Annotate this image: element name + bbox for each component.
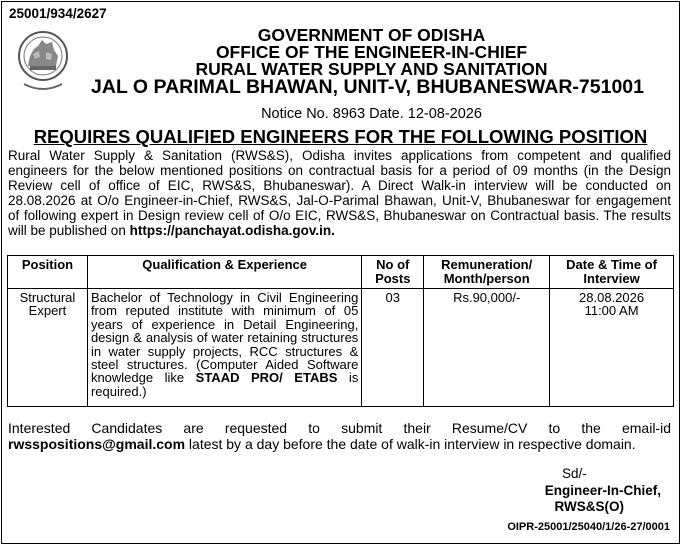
qualification-text: Bachelor of Technology in Civil Engineering from reputed institute with minimum of 05 years of experience in Detail Engineering, design & analysis of water retaining structures in water supply projects, RCC structures & steel structures. (Computer Aided Software knowledge like	[90, 290, 359, 386]
cell-qualification	[87, 289, 361, 407]
closing-paragraph	[8, 420, 671, 452]
advertisement-notice	[1, 1, 680, 544]
intro-text: Rural Water Supply & Sanitation (RWS&S), Odisha invites applications from competent and qualified engineers for the below mentioned positions on contractual basis for a period of 09 months (in the Design Review cell of office of EIC, RWS&S, Bhubaneswar). A Direct Walk-in interview will be conducted on 28.08.2026 at O/o Engineer-in-Chief, RWS&S, Jal-O-Parimal Bhawan, Unit-V, Bhubaneswar for engagement of following expert in Design review cell of O/o EIC, RWS&S, Bhubaneswar on Contractual basis. The results will be published on	[8, 148, 671, 238]
positions-table	[7, 255, 674, 407]
table-row	[8, 289, 674, 407]
col-header-remuneration: Remuneration/ Month/person	[424, 256, 550, 289]
col-header-posts: No of Posts	[362, 256, 424, 289]
requirement-heading: REQUIRES QUALIFIED ENGINEERS FOR THE FOLLOWING POSITION	[33, 126, 648, 147]
col-header-position: Position	[8, 256, 88, 289]
col-header-qualification: Qualification & Experience	[87, 256, 361, 289]
software-requirement: STAAD PRO/ ETABS	[195, 370, 338, 386]
interview-date: 28.08.2026	[579, 290, 645, 305]
header-address: JAL O PARIMAL BHAWAN, UNIT-V, BHUBANESWAR-751001	[91, 76, 644, 98]
intro-paragraph	[8, 148, 671, 238]
cell-position: Structural Expert	[8, 289, 88, 407]
cell-interview	[550, 289, 674, 407]
closing-text-start: Interested Candidates are requested to submit their Resume/CV to the email-id	[8, 420, 671, 436]
signatory-org: RWS&S(O)	[554, 499, 624, 514]
signature-sd: Sd/-	[562, 466, 587, 481]
header-department: RURAL WATER SUPPLY AND SANITATION	[195, 59, 548, 79]
header-office: OFFICE OF THE ENGINEER-IN-CHIEF	[215, 42, 528, 62]
contact-email[interactable]: rwsspositions@gmail.com	[8, 436, 186, 452]
results-link[interactable]: https://panchayat.odisha.gov.in.	[129, 223, 335, 238]
cell-remuneration: Rs.90,000/-	[424, 289, 550, 407]
odisha-state-emblem-seal-icon	[16, 26, 70, 98]
qualification-end: is required.)	[90, 370, 359, 399]
signatory-title: Engineer-In-Chief,	[544, 483, 661, 498]
table-header-row	[8, 256, 674, 289]
col-header-interview: Date & Time of Interview	[550, 256, 674, 289]
closing-text-end: latest by a day before the date of walk-in interview in respective domain.	[185, 436, 636, 452]
oipr-number: OIPR-25001/25040/1/26-27/0001	[507, 521, 670, 533]
notice-number-date: Notice No. 8963 Date. 12-08-2026	[261, 106, 482, 122]
reference-number: 25001/934/2627	[9, 6, 107, 21]
interview-time: 11:00 AM	[584, 303, 639, 319]
header-government: GOVERNMENT OF ODISHA	[257, 25, 486, 45]
cell-posts: 03	[362, 289, 424, 407]
